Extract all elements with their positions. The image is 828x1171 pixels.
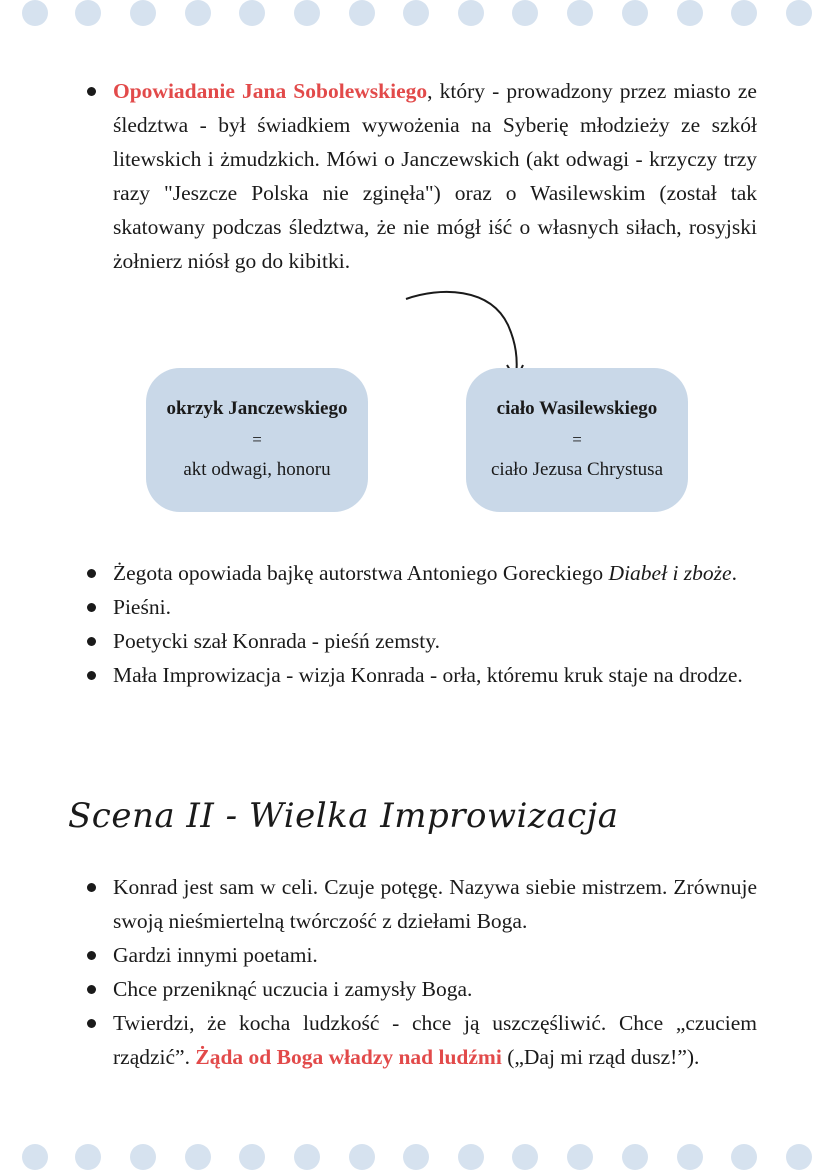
decor-dot [567,0,593,26]
equals-sign: = [252,430,262,449]
list-item [85,972,757,1006]
decor-dot [349,1144,375,1170]
list-item-text: („Daj mi rząd dusz!”). [501,1045,700,1069]
decor-dot [512,1144,538,1170]
list-item-text: , który - prowadzony przez miasto ze śledztwa - był świadkiem wywożenia na Syberię młodzieży ze szkół litewskich i żmudzkich. Mówi o Janczewskich (akt odwagi - krzyczy trzy razy "Jeszcze Polska nie zginęła") oraz o Wasilewskim (został tak skatowany podczas śledztwa, że nie mógł iść o własnych siłach, rosyjski żołnierz niósł go do kibitki. [113,79,757,273]
equation-box-janczewski [146,368,368,512]
section-heading: Scena II - Wielka Improwizacja [68,796,619,836]
decor-dot [731,0,757,26]
bullet-list-great-improvisation [85,870,757,1074]
decor-dot [130,0,156,26]
decor-dot [786,0,812,26]
decor-dot [677,1144,703,1170]
list-item-text: Konrad jest sam w celi. Czuje potęgę. Nazywa siebie mistrzem. Zrównuje swoją nieśmiertelną twórczość z dziełami Boga. [113,875,757,933]
decor-dot [622,1144,648,1170]
decor-dot [294,1144,320,1170]
list-item [85,556,757,590]
decor-dot [512,0,538,26]
list-item-text: Pieśni. [113,595,171,619]
box-title: okrzyk Janczewskiego [166,398,348,419]
decor-dot [239,0,265,26]
decor-dot [294,0,320,26]
top-dot-border [0,0,828,30]
decor-dot [731,1144,757,1170]
list-item [85,624,757,658]
list-item [85,938,757,972]
box-title: ciało Wasilewskiego [496,398,658,419]
equals-sign: = [572,430,582,449]
list-item-text: . [731,561,737,585]
equation-box-wasilewski [466,368,688,512]
bottom-dot-border [0,1141,828,1171]
list-item [85,74,757,278]
decor-dot [403,1144,429,1170]
decor-dot [185,0,211,26]
list-item-text: Mała Improwizacja - wizja Konrada - orła, któremu kruk staje na drodze. [113,663,743,687]
decor-dot [458,0,484,26]
bullet-list-sobolewski [85,74,757,278]
fable-title: Diabeł i zboże [608,561,732,585]
decor-dot [239,1144,265,1170]
list-item [85,658,757,692]
decor-dot [185,1144,211,1170]
list-item-text: Chce przeniknąć uczucia i zamysły Boga. [113,977,473,1001]
list-item [85,1006,757,1074]
list-item-text: Twierdzi, że kocha ludzkość - chce ją uszczęśliwić. Chce „czuciem rządzić”. [113,1011,757,1069]
decor-dot [22,0,48,26]
decor-dot [75,1144,101,1170]
list-item [85,590,757,624]
decor-dot [786,1144,812,1170]
decor-dot [403,0,429,26]
highlight-sobolewski: Opowiadanie Jana Sobolewskiego [113,79,428,103]
decor-dot [22,1144,48,1170]
decor-dot [130,1144,156,1170]
decor-dot [349,0,375,26]
decor-dot [567,1144,593,1170]
list-item-text: Poetycki szał Konrada - pieśń zemsty. [113,629,440,653]
list-item-text: Żegota opowiada bajkę autorstwa Antoniego Goreckiego [113,561,609,585]
list-item-text: Gardzi innymi poetami. [113,943,318,967]
decor-dot [622,0,648,26]
box-description: ciało Jezusa Chrystusa [490,459,663,480]
decor-dot [677,0,703,26]
list-item [85,870,757,938]
decor-dot [458,1144,484,1170]
box-description: akt odwagi, honoru [183,459,331,480]
bullet-list-scene-events [85,556,757,692]
decor-dot [75,0,101,26]
highlight-demand: Żąda od Boga władzy nad ludźmi [195,1045,502,1069]
